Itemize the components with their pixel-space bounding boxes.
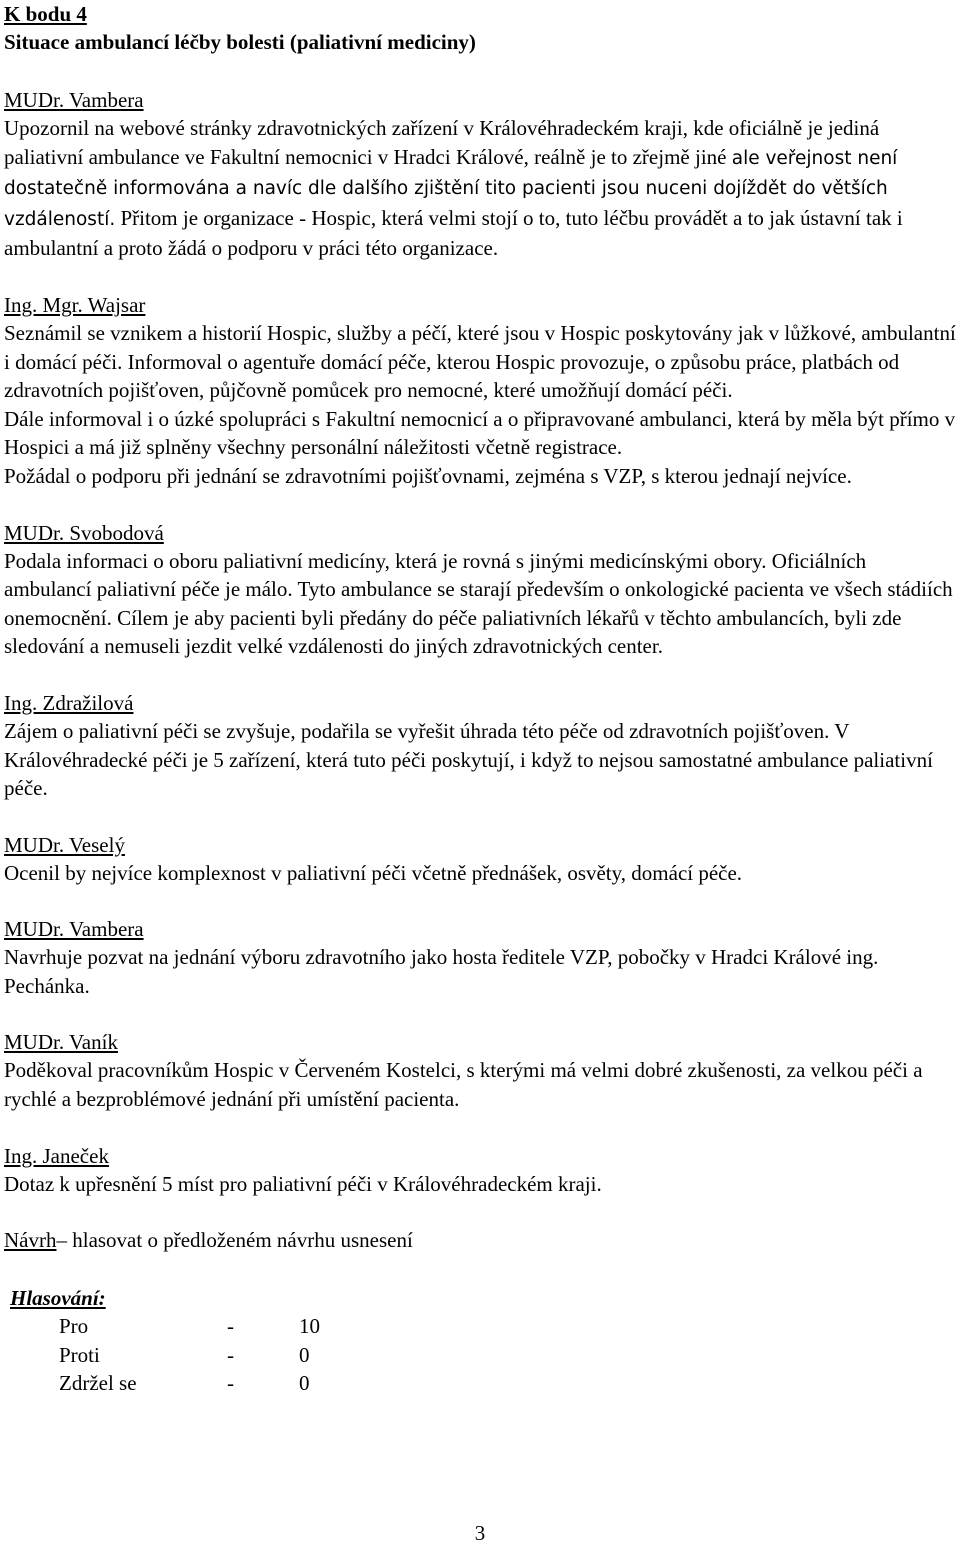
proposal-line (4, 1226, 956, 1254)
speaker-statement: Dotaz k upřesnění 5 míst pro paliativní péči v Královéhradeckém kraji. (4, 1171, 602, 1196)
speaker-name: MUDr. Vaník (4, 1030, 118, 1055)
speaker-statement: Podala informaci o oboru paliativní medicíny, která je rovná s jinými medicínskými obory. Oficiálních ambulancí paliativní péče je málo. Tyto ambulance se starají především o onkologické pacienta ve všech stádiích onemocnění. Cílem je aby pacienti byli předány do péče paliativních lékařů v těchto ambulancích, byli zde sledování a nemuseli jezdit velké vzdálenosti do jiných zdravotnických center. (4, 548, 953, 659)
vote-label: Pro (59, 1314, 89, 1338)
section-zdrazilova (4, 689, 956, 803)
spacer (4, 491, 956, 519)
speaker-name: Ing. Mgr. Wajsar (4, 292, 146, 317)
speaker-statement (4, 114, 956, 263)
section-svobodova (4, 519, 956, 661)
speaker-statement: Zájem o paliativní péči se zvyšuje, podařila se vyřešit úhrada této péče od zdravotních pojišťoven. V Královéhradecké péči je 5 zařízení, která tuto péči poskytují, i když to nejsou samostatné ambulance paliativní péče. (4, 718, 933, 801)
proposal-text: – hlasovat o předloženém návrhu usnesení (56, 1228, 413, 1253)
speaker-name: Ing. Zdražilová (4, 690, 134, 715)
statement-part-sans: ale veřejnost není dostatečně informována a navíc dle dalšího zjištění tito pacienti jsou nuceni dojíždět do větších vzdáleností. (4, 147, 898, 230)
vote-label: Proti (59, 1342, 100, 1367)
spacer (4, 1254, 956, 1284)
speaker-statement: Požádal o podporu při jednání se zdravotními pojišťovnami, zejména s VZP, s kterou jednají nejvíce. (4, 463, 852, 488)
spacer (4, 661, 956, 689)
vote-row-pro (59, 1312, 320, 1341)
vote-dash: - (227, 1371, 234, 1395)
spacer (4, 1198, 956, 1226)
section-vambera-1 (4, 86, 956, 263)
speaker-name: Ing. Janeček (4, 1143, 109, 1168)
voting-table (59, 1312, 320, 1398)
vote-count: 0 (299, 1371, 310, 1395)
speaker-name: MUDr. Veselý (4, 832, 125, 857)
vote-dash: - (227, 1342, 234, 1367)
agenda-item-title: Situace ambulancí léčby bolesti (paliativní mediciny) (4, 30, 476, 54)
speaker-statement: Ocenil by nejvíce komplexnost v paliativní péči včetně přednášek, osvěty, domácí péče. (4, 860, 743, 885)
speaker-statement: Navrhuje pozvat na jednání výboru zdravotního jako hosta ředitele VZP, pobočky v Hradci Králové ing. Pechánka. (4, 945, 879, 998)
statement-part: Přitom je organizace - Hospic, která velmi stojí o to, tuto léčbu provádět a to jak ústavní tak i ambulantní a proto žádá o podporu v práci této organizace. (4, 205, 903, 261)
section-vesely (4, 831, 956, 888)
speaker-name: MUDr. Vambera (4, 917, 144, 942)
spacer (4, 1000, 956, 1028)
document-page (4, 0, 956, 1398)
section-vanik (4, 1028, 956, 1113)
section-janecek (4, 1142, 956, 1199)
spacer (4, 263, 956, 291)
page-number: 3 (474, 1521, 486, 1545)
spacer (4, 1114, 956, 1142)
vote-row-proti (59, 1341, 320, 1370)
vote-count: 10 (299, 1314, 320, 1338)
spacer (4, 887, 956, 915)
proposal-label: Návrh (4, 1228, 57, 1253)
section-wajsar (4, 291, 956, 491)
spacer (4, 803, 956, 831)
spacer (4, 56, 956, 86)
statement-part: Upozornil na webové stránky zdravotnických zařízení v Královéhradeckém kraji, kde oficiálně je jediná paliativní ambulance ve Fakultní nemocnici v Hradci Králové, reálně je to zřejmě jiné (4, 116, 880, 169)
speaker-statement: Seznámil se vznikem a historií Hospic, služby a péčí, které jsou v Hospic poskytovány jak v lůžkové, ambulantní i domácí péči. Informoval o agentuře domácí péče, kterou Hospic provozuje, o způsobu práce, platbách od zdravotních pojišťoven, půjčovně pomůcek pro nemocné, které umožňují domácí péči. (4, 320, 956, 403)
section-vambera-2 (4, 915, 956, 1000)
vote-dash: - (227, 1314, 234, 1338)
vote-count: 0 (299, 1342, 310, 1367)
speaker-statement: Poděkoval pracovníkům Hospic v Červeném Kostelci, s kterými má velmi dobré zkušenosti, za velkou péči a rychlé a bezproblémové jednání při umístění pacienta. (4, 1058, 923, 1112)
voting-title: Hlasování: (10, 1286, 106, 1311)
speaker-name: MUDr. Svobodová (4, 520, 164, 545)
speaker-statement: Dále informoval i o úzké spolupráci s Fakultní nemocnicí a o připravované ambulanci, která by měla být přímo v Hospici a má již splněny všechny personální náležitosti včetně registrace. (4, 406, 956, 460)
vote-label: Zdržel se (59, 1371, 137, 1395)
speaker-name: MUDr. Vambera (4, 88, 144, 112)
vote-row-zdrzel (59, 1369, 320, 1398)
agenda-item-heading: K bodu 4 (4, 2, 87, 26)
